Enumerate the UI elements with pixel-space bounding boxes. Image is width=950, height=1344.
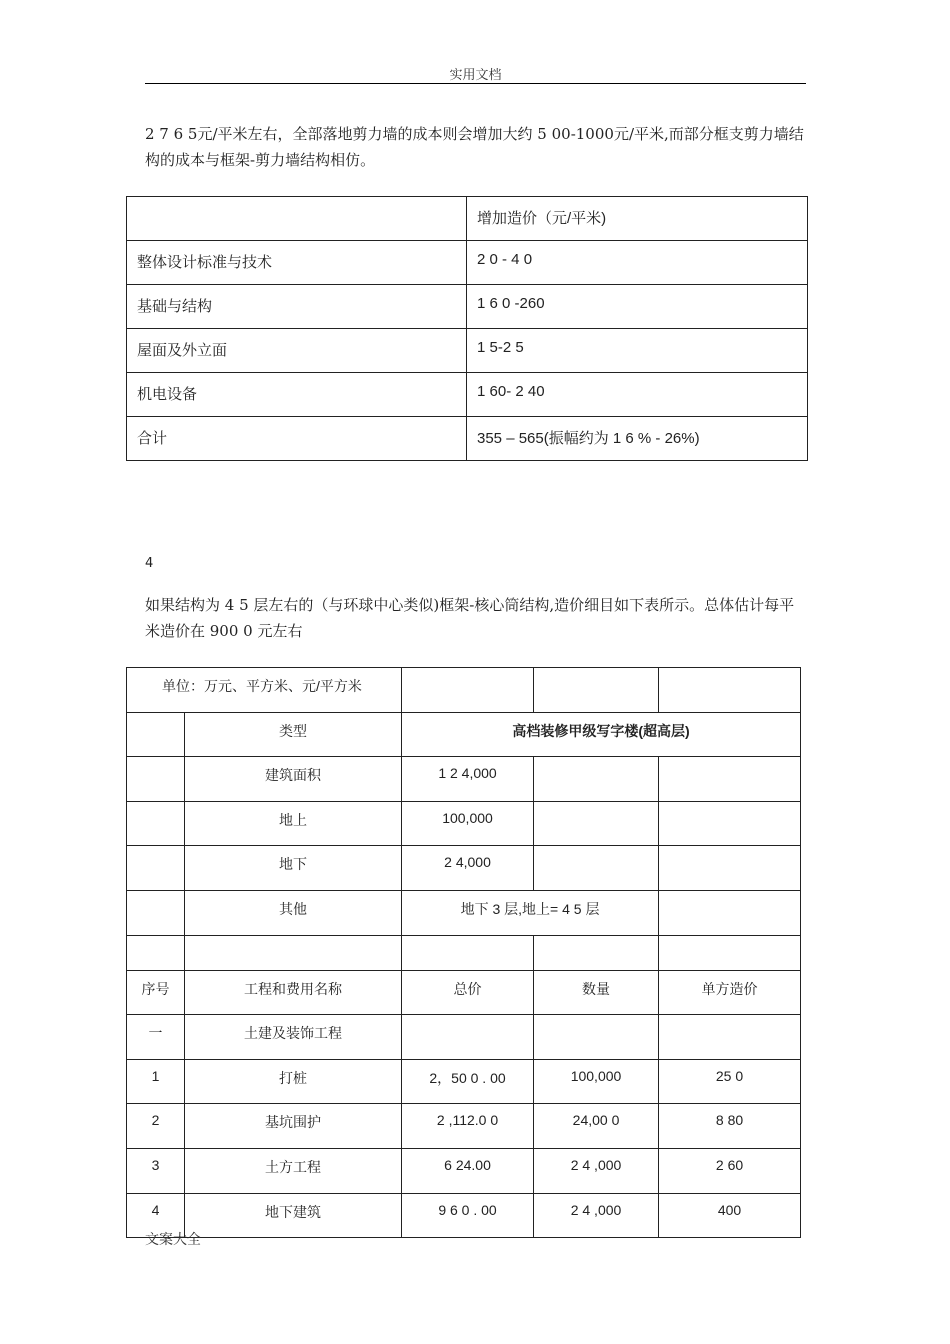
- table-cell: 1 2 4,000: [402, 757, 534, 802]
- cost-breakdown-table: [126, 667, 801, 1238]
- table-cell: 基坑围护: [185, 1104, 402, 1149]
- table-cell: [534, 846, 659, 891]
- table-cell: [185, 935, 402, 970]
- table-cell: 6 24.00: [402, 1148, 534, 1193]
- table-cell: 一: [127, 1015, 185, 1060]
- table-cell: [659, 890, 801, 935]
- table-cell: 2 4 ,000: [534, 1193, 659, 1238]
- table-header-row: [127, 970, 801, 1015]
- table-cell: [127, 757, 185, 802]
- table-row: [127, 373, 808, 417]
- table-cell: [534, 935, 659, 970]
- table-cell: 土建及装饰工程: [185, 1015, 402, 1060]
- table-cell: 2 0 - 4 0: [467, 241, 808, 285]
- table-cell: 400: [659, 1193, 801, 1238]
- table-row: [127, 197, 808, 241]
- table-row: [127, 1193, 801, 1238]
- column-header: 单方造价: [659, 970, 801, 1015]
- table-cell: 地下: [185, 846, 402, 891]
- table-cell: [659, 668, 801, 713]
- table-cell: [127, 712, 185, 757]
- header-divider: [145, 83, 806, 84]
- table-cell: [534, 801, 659, 846]
- table-cell: [402, 935, 534, 970]
- table-row: [127, 712, 801, 757]
- description-paragraph: 如果结构为 4 5 层左右的（与环球中心类似)框架-核心筒结构,造价细目如下表所示。总体估计每平米造价在 900 0 元左右: [145, 596, 795, 640]
- table-cell: [659, 846, 801, 891]
- table-cell: [534, 1015, 659, 1060]
- table-cell: 地下 3 层,地上= 4 5 层: [402, 890, 659, 935]
- table-row: [127, 846, 801, 891]
- table-cell: 1 60- 2 40: [467, 373, 808, 417]
- table-cell: 打桩: [185, 1059, 402, 1104]
- table-cell: 整体设计标准与技术: [127, 241, 467, 285]
- table-cell: 24,00 0: [534, 1104, 659, 1149]
- table-row: [127, 329, 808, 373]
- table-cell: [659, 801, 801, 846]
- table-cell: 土方工程: [185, 1148, 402, 1193]
- table-row: [127, 1148, 801, 1193]
- table-row: [127, 890, 801, 935]
- table-cell: 屋面及外立面: [127, 329, 467, 373]
- unit-label: 单位：万元、平方米、元/平方米: [127, 668, 402, 713]
- table-row: [127, 1015, 801, 1060]
- table-cell: 建筑面积: [185, 757, 402, 802]
- table-cell: [127, 846, 185, 891]
- intro-paragraph: 2 7 6 5元/平米左右，全部落地剪力墙的成本则会增加大约 5 00-1000元/平米,而部分框支剪力墙结构的成本与框架-剪力墙结构相仿。: [145, 125, 804, 169]
- table-cell: 2: [127, 1104, 185, 1149]
- table-row: [127, 935, 801, 970]
- table-row: [127, 1059, 801, 1104]
- table-cell: 合计: [127, 417, 467, 461]
- table-cell: 2 ,112.0 0: [402, 1104, 534, 1149]
- table-row: [127, 801, 801, 846]
- page-footer: 文案大全: [145, 1232, 201, 1248]
- table-cell: 100,000: [402, 801, 534, 846]
- table-cell: [534, 757, 659, 802]
- table-cell: 1 5-2 5: [467, 329, 808, 373]
- section-marker: 4: [145, 556, 154, 571]
- column-header: 序号: [127, 970, 185, 1015]
- table-cell: 100,000: [534, 1059, 659, 1104]
- table-cell: [659, 757, 801, 802]
- table-cell: 2 60: [659, 1148, 801, 1193]
- table-cell: 2，50 0 . 00: [402, 1059, 534, 1104]
- table-cell: [659, 1015, 801, 1060]
- column-header: 工程和费用名称: [185, 970, 402, 1015]
- table-cell: [402, 1015, 534, 1060]
- table-cell: 其他: [185, 890, 402, 935]
- table-cell: [127, 801, 185, 846]
- table-cell: [534, 668, 659, 713]
- table-cell: 3: [127, 1148, 185, 1193]
- table-row: [127, 757, 801, 802]
- cost-increase-table: [126, 196, 808, 461]
- table-cell: 9 6 0 . 00: [402, 1193, 534, 1238]
- table-cell: [127, 935, 185, 970]
- table-cell: 1 6 0 -260: [467, 285, 808, 329]
- table-row: [127, 668, 801, 713]
- table-cell: 1: [127, 1059, 185, 1104]
- table-cell: 基础与结构: [127, 285, 467, 329]
- table-cell: 4: [127, 1193, 185, 1238]
- table-cell: [127, 197, 467, 241]
- page-header: 实用文档: [449, 68, 502, 83]
- table-cell: 355 – 565(振幅约为 1 6 % - 26%): [467, 417, 808, 461]
- type-value: 高档装修甲级写字楼(超高层): [402, 712, 801, 757]
- table-row: [127, 241, 808, 285]
- table-cell: 机电设备: [127, 373, 467, 417]
- table-row: [127, 285, 808, 329]
- table-cell: [402, 668, 534, 713]
- table-cell: 8 80: [659, 1104, 801, 1149]
- column-header: 总价: [402, 970, 534, 1015]
- table-header-cell: 增加造价（元/平米): [467, 197, 808, 241]
- table-cell: 2 4 ,000: [534, 1148, 659, 1193]
- table-cell: 地上: [185, 801, 402, 846]
- table-cell: [127, 890, 185, 935]
- table-cell: 25 0: [659, 1059, 801, 1104]
- type-label: 类型: [185, 712, 402, 757]
- table-cell: 地下建筑: [185, 1193, 402, 1238]
- table-row: [127, 417, 808, 461]
- column-header: 数量: [534, 970, 659, 1015]
- table-cell: [659, 935, 801, 970]
- table-cell: 2 4,000: [402, 846, 534, 891]
- table-row: [127, 1104, 801, 1149]
